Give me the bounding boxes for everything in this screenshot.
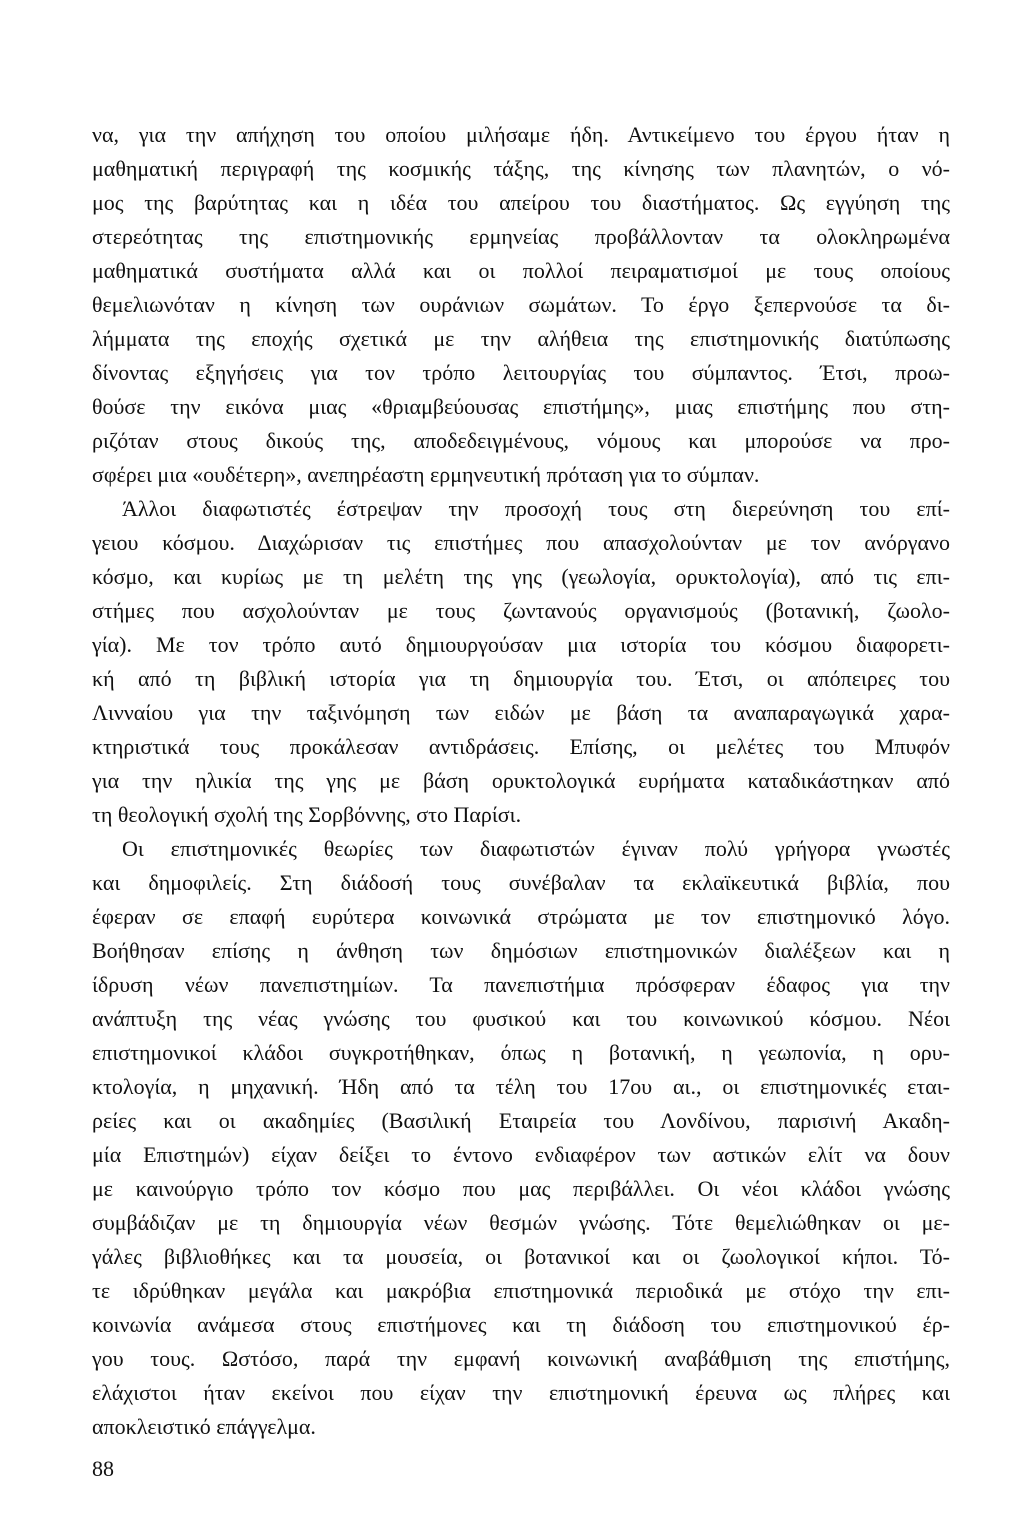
text-line: λήμματα της εποχής σχετικά με την αλήθεια της επιστημονικής διατύπωσης (92, 326, 950, 351)
text-line: κοινωνία ανάμεσα στους επιστήμονες και τη διάδοση του επιστημονικού έρ- (92, 1312, 950, 1337)
body-text (92, 118, 950, 1444)
text-line: στερεότητας της επιστημονικής ερμηνείας προβάλλονταν τα ολοκληρωμένα (92, 224, 950, 249)
text-line: ίδρυση νέων πανεπιστημίων. Τα πανεπιστήμια πρόσφεραν έδαφος για την (92, 972, 950, 997)
text-line: αποκλειστικό επάγγελμα. (92, 1414, 316, 1439)
text-line: με καινούργιο τρόπο τον κόσμο που μας περιβάλλει. Οι νέοι κλάδοι γνώσης (92, 1176, 950, 1201)
text-line: για την ηλικία της γης με βάση ορυκτολογικά ευρήματα καταδικάστηκαν από (92, 768, 950, 793)
text-line: τε ιδρύθηκαν μεγάλα και μακρόβια επιστημονικά περιοδικά με στόχο την επι- (92, 1278, 950, 1303)
text-line: μία Επιστημών) είχαν δείξει το έντονο ενδιαφέρον των αστικών ελίτ να δουν (92, 1142, 950, 1167)
text-line: συμβάδιζαν με τη δημιουργία νέων θεσμών γνώσης. Τότε θεμελιώθηκαν οι με- (92, 1210, 950, 1235)
text-line: να, για την απήχηση του οποίου μιλήσαμε ήδη. Αντικείμενο του έργου ήταν η (92, 122, 950, 147)
text-line: επιστημονικοί κλάδοι συγκροτήθηκαν, όπως η βοτανική, η γεωπονία, η ορυ- (92, 1040, 950, 1065)
text-line: γάλες βιβλιοθήκες και τα μουσεία, οι βοτανικοί και οι ζωολογικοί κήποι. Τό- (92, 1244, 950, 1269)
text-line: γου τους. Ωστόσο, παρά την εμφανή κοινωνική αναβάθμιση της επιστήμης, (92, 1346, 950, 1371)
text-line: Λινναίου για την ταξινόμηση των ειδών με βάση τα αναπαραγωγικά χαρα- (92, 700, 950, 725)
page-number: 88 (92, 1456, 114, 1481)
text-line: σφέρει μια «ουδέτερη», ανεπηρέαστη ερμηνευτική πρόταση για το σύμπαν. (92, 462, 760, 487)
text-line: Άλλοι διαφωτιστές έστρεψαν την προσοχή τους στη διερεύνηση του επί- (122, 496, 950, 521)
text-line: στήμες που ασχολούνταν με τους ζωντανούς οργανισμούς (βοτανική, ζωολο- (92, 598, 950, 623)
text-line: και δημοφιλείς. Στη διάδοσή τους συνέβαλαν τα εκλαϊκευτικά βιβλία, που (92, 870, 950, 895)
text-line: έφεραν σε επαφή ευρύτερα κοινωνικά στρώματα με τον επιστημονικό λόγο. (92, 904, 950, 929)
text-line: Οι επιστημονικές θεωρίες των διαφωτιστών έγιναν πολύ γρήγορα γνωστές (122, 836, 950, 861)
text-line: ρείες και οι ακαδημίες (Βασιλική Εταιρεία του Λονδίνου, παρισινή Ακαδη- (92, 1108, 950, 1133)
text-line: ελάχιστοι ήταν εκείνοι που είχαν την επιστημονική έρευνα ως πλήρες και (92, 1380, 950, 1405)
text-line: κή από τη βιβλική ιστορία για τη δημιουργία του. Έτσι, οι απόπειρες του (92, 666, 950, 691)
text-line: κτηριστικά τους προκάλεσαν αντιδράσεις. Επίσης, οι μελέτες του Μπυφόν (92, 734, 950, 759)
text-line: ριζόταν στους δικούς της, αποδεδειγμένους, νόμους και μπορούσε να προ- (92, 428, 950, 453)
text-line: μος της βαρύτητας και η ιδέα του απείρου του διαστήματος. Ως εγγύηση της (92, 190, 950, 215)
text-line: γία). Με τον τρόπο αυτό δημιουργούσαν μια ιστορία του κόσμου διαφορετι- (92, 632, 950, 657)
text-line: μαθηματικά συστήματα αλλά και οι πολλοί πειραματισμοί με τους οποίους (92, 258, 950, 283)
text-line: γειου κόσμου. Διαχώρισαν τις επιστήμες που απασχολούνταν με τον ανόργανο (92, 530, 950, 555)
text-line: κτολογία, η μηχανική. Ήδη από τα τέλη του 17ου αι., οι επιστημονικές εται- (92, 1074, 950, 1099)
text-line: θούσε την εικόνα μιας «θριαμβεύουσας επιστήμης», μιας επιστήμης που στη- (92, 394, 950, 419)
text-line: Βοήθησαν επίσης η άνθηση των δημόσιων επιστημονικών διαλέξεων και η (92, 938, 950, 963)
text-line: μαθηματική περιγραφή της κοσμικής τάξης, της κίνησης των πλανητών, ο νό- (92, 156, 950, 181)
text-line: ανάπτυξη της νέας γνώσης του φυσικού και του κοινωνικού κόσμου. Νέοι (92, 1006, 950, 1031)
text-line: δίνοντας εξηγήσεις για τον τρόπο λειτουργίας του σύμπαντος. Έτσι, προω- (92, 360, 950, 385)
text-line: θεμελιωνόταν η κίνηση των ουράνιων σωμάτων. Το έργο ξεπερνούσε τα δι- (92, 292, 950, 317)
text-line: κόσμο, και κυρίως με τη μελέτη της γης (γεωλογία, ορυκτολογία), από τις επι- (92, 564, 950, 589)
text-line: τη θεολογική σχολή της Σορβόννης, στο Παρίσι. (92, 802, 522, 827)
